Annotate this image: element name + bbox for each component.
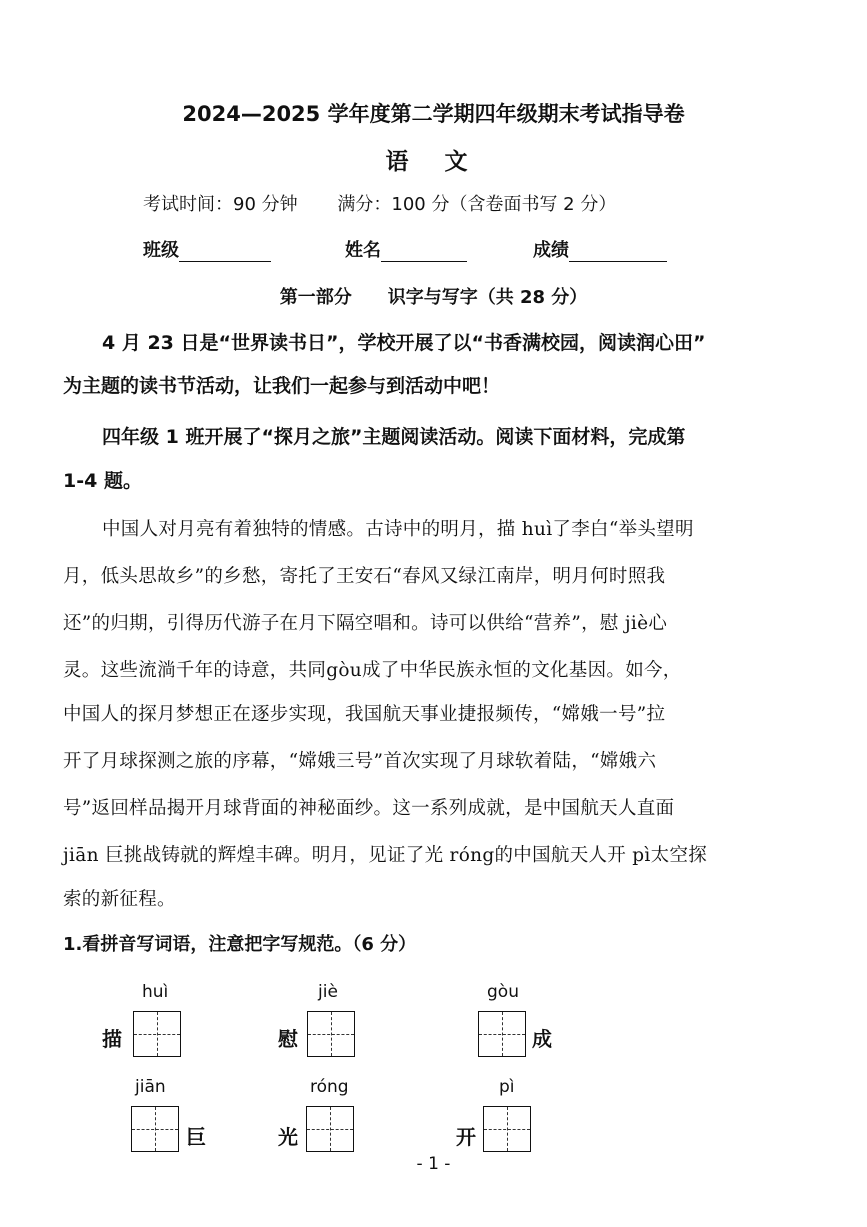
class-blank[interactable] <box>179 243 271 262</box>
answer-box-hui[interactable] <box>133 1011 181 1057</box>
question-1-prompt: 1.看拼音写词语，注意把字写规范。（6 分） <box>63 934 417 955</box>
name-blank[interactable] <box>381 243 467 262</box>
page-number: - 1 - <box>416 1154 451 1174</box>
char-ju: 巨 <box>186 1125 206 1149</box>
exam-meta <box>143 190 650 216</box>
grade-label: 成绩 <box>533 240 569 261</box>
passage-line-6: 开了月球探测之旅的序幕，“嫦娥三号”首次实现了月球软着陆，“嫦娥六 <box>63 751 657 772</box>
char-miao: 描 <box>102 1027 122 1051</box>
char-cheng: 成 <box>532 1027 552 1051</box>
pinyin-rong: róng <box>310 1077 349 1097</box>
exam-time: 考试时间：90 分钟 <box>143 194 298 215</box>
intro-line-4: 1-4 题。 <box>63 470 142 492</box>
intro-line-3: 四年级 1 班开展了“探月之旅”主题阅读活动。阅读下面材料，完成第 <box>102 426 686 448</box>
answer-box-jie[interactable] <box>307 1011 355 1057</box>
pinyin-gou: gòu <box>487 982 519 1002</box>
char-wei: 慰 <box>278 1027 298 1051</box>
passage-line-9: 索的新征程。 <box>63 889 176 910</box>
grade-blank[interactable] <box>569 243 667 262</box>
passage-line-2: 月，低头思故乡”的乡愁，寄托了王安石“春风又绿江南岸，明月何时照我 <box>63 566 666 587</box>
intro-line-1: 4 月 23 日是“世界读书日”，学校开展了以“书香满校园，阅读润心田” <box>102 332 706 354</box>
exam-title: 2024—2025 学年度第二学期四年级期末考试指导卷 <box>182 102 685 126</box>
pinyin-pi: pì <box>499 1077 515 1097</box>
passage-line-1: 中国人对月亮有着独特的情感。古诗中的明月，描 huì了李白“举头望明 <box>102 519 694 540</box>
grade-field[interactable] <box>533 236 667 262</box>
answer-box-rong[interactable] <box>306 1106 354 1152</box>
passage-line-3: 还”的归期，引得历代游子在月下隔空唱和。诗可以供给“营养”，慰 jiè心 <box>63 613 668 634</box>
pinyin-hui: huì <box>142 982 169 1002</box>
part1-subtitle: 识字与写字（共 28 分） <box>387 287 588 308</box>
class-field[interactable] <box>143 236 271 262</box>
pinyin-jian: jiān <box>135 1077 166 1097</box>
char-kai: 开 <box>456 1125 476 1149</box>
intro-line-2: 为主题的读书节活动，让我们一起参与到活动中吧！ <box>63 375 501 397</box>
class-label: 班级 <box>143 240 179 261</box>
answer-box-jian[interactable] <box>131 1106 179 1152</box>
part1-heading <box>0 283 867 309</box>
char-guang: 光 <box>278 1125 298 1149</box>
passage-line-8: jiān 巨挑战铸就的辉煌丰碑。明月，见证了光 róng的中国航天人开 pì太空探 <box>63 845 708 866</box>
passage-line-4: 灵。这些流淌千年的诗意，共同gòu成了中华民族永恒的文化基因。如今， <box>63 660 682 681</box>
answer-box-pi[interactable] <box>483 1106 531 1152</box>
passage-line-5: 中国人的探月梦想正在逐步实现，我国航天事业捷报频传，“嫦娥一号”拉 <box>63 704 666 725</box>
name-field[interactable] <box>345 236 467 262</box>
passage-line-7: 号”返回样品揭开月球背面的神秘面纱。这一系列成就，是中国航天人直面 <box>63 798 675 819</box>
name-label: 姓名 <box>345 240 381 261</box>
subject-title: 语 文 <box>385 149 482 175</box>
exam-score: 满分：100 分（含卷面书写 2 分） <box>337 194 617 215</box>
part1-title: 第一部分 <box>279 287 352 308</box>
pinyin-jie: jiè <box>318 982 338 1002</box>
answer-box-gou[interactable] <box>478 1011 526 1057</box>
